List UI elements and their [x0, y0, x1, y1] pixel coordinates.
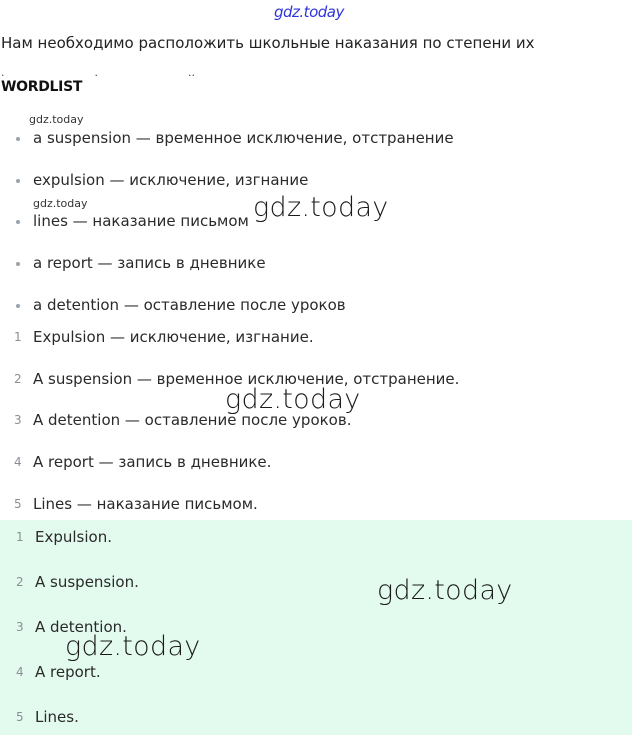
watermark-small: gdz.today [29, 113, 84, 126]
bullet-icon [16, 179, 20, 183]
list-item [0, 253, 632, 275]
item-number: 2 [16, 575, 24, 589]
ordered-item [0, 452, 632, 474]
ordered-item-text: A suspension — временное исключение, отстранение. [33, 370, 460, 388]
bullet-icon [16, 220, 20, 224]
item-number: 2 [14, 372, 22, 386]
answer-block [0, 520, 632, 735]
list-item-text: a suspension — временное исключение, отстранение [33, 129, 454, 147]
answer-item-text: Lines. [35, 708, 79, 726]
bullet-icon [16, 137, 20, 141]
ordered-item-text: Expulsion — исключение, изгнание. [33, 328, 314, 346]
bullet-icon [16, 262, 20, 266]
list-item [0, 128, 632, 150]
answer-item [0, 527, 632, 549]
answer-item-text: A report. [35, 663, 101, 681]
answer-item-text: A detention. [35, 618, 127, 636]
ordered-item-text: Lines — наказание письмом. [33, 495, 258, 513]
bullet-icon [16, 304, 20, 308]
item-number: 1 [14, 330, 22, 344]
list-item-text: a detention — оставление после уроков [33, 296, 346, 314]
watermark-large: gdz.today [377, 575, 513, 606]
item-number: 4 [16, 665, 24, 679]
watermark-large: gdz.today [65, 631, 201, 662]
ordered-item-text: A detention — оставление после уроков. [33, 411, 352, 429]
ordered-item-text: A report — запись в дневнике. [33, 453, 272, 471]
watermark-large: gdz.today [253, 192, 389, 223]
answer-item [0, 572, 632, 594]
clipped-text-line: · · ·· [1, 69, 195, 82]
item-number: 3 [14, 413, 22, 427]
watermark-small: gdz.today [33, 197, 88, 210]
wordlist-heading: WORDLIST [1, 79, 83, 95]
ordered-item [0, 494, 632, 516]
list-item-text: lines — наказание письмом [33, 212, 249, 230]
answer-item [0, 662, 632, 684]
intro-text: Нам необходимо расположить школьные наказания по степени их [1, 34, 535, 52]
ordered-item [0, 327, 632, 349]
list-item [0, 170, 632, 192]
answer-item-text: A suspension. [35, 573, 139, 591]
watermark-top: gdz.today [274, 3, 344, 21]
answer-item-text: Expulsion. [35, 528, 112, 546]
watermark-large: gdz.today [225, 384, 361, 415]
list-item-text: expulsion — исключение, изгнание [33, 171, 309, 189]
answer-item [0, 707, 632, 729]
item-number: 5 [16, 710, 24, 724]
item-number: 3 [16, 620, 24, 634]
item-number: 5 [14, 497, 22, 511]
list-item-text: a report — запись в дневнике [33, 254, 266, 272]
item-number: 4 [14, 455, 22, 469]
item-number: 1 [16, 530, 24, 544]
list-item [0, 295, 632, 317]
